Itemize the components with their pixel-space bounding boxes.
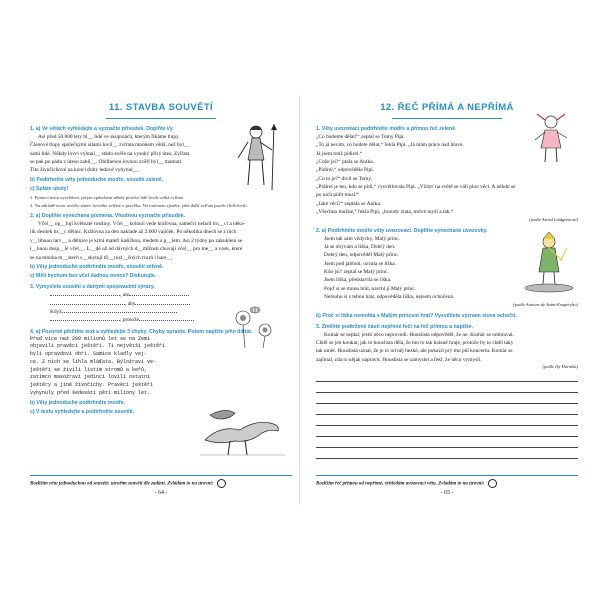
source-citation: (podle Antoine de Saint-Exupéryho) — [513, 301, 578, 307]
text-line: ještěry a jiné živočichy. Pravěcí ještěři — [30, 382, 154, 389]
task-3-heading: 3. Vymyslete souvětí s danými spojovacími výrazy. — [30, 284, 155, 291]
task-2-heading: 2. a) Podtrhněte modře věty uvozovací. Doplňte vynechané uvozovky. — [316, 227, 488, 234]
text-line: v__lihnou larv__ a dělnice je krmí mateří kašičkou, medem a p__lem. Asi 2 týdny po zakuklení se — [30, 237, 243, 244]
task-2-text — [316, 235, 506, 302]
source-citation: (podle Astrid Lindgrenové) — [529, 216, 578, 222]
page-left — [30, 95, 292, 500]
text-line: Chtěl se jen koukat, jak to houslista dělá, že mu to tak krásně hraje, protože by to chtěl taky — [316, 340, 514, 347]
page-title-left — [30, 101, 292, 119]
little-prince-illustration — [521, 230, 576, 295]
caveman-illustration — [230, 120, 285, 195]
text-line: „Pídirel je ten, kdo se pídí,“ vysvětlovala Pipi. „Vždyť na světě se válí plno věcí. A někdo se — [316, 184, 516, 191]
answer-line[interactable] — [316, 373, 578, 382]
task-1-heading: 1. Věty uvozovací podtrhněte modře a přímou řeč zeleně. — [316, 125, 457, 132]
connector-text: , protože — [120, 317, 139, 324]
text-line: ce. Z nich se líhla mláďata. Býložraví ve- — [30, 358, 157, 365]
task-3-heading: 3. Změňte podtržené části nepřímé řeči na řeč přímou a napište. — [316, 323, 474, 330]
task-4-heading: 4. a) Pozorně přečtěte text a vyhledejte 3 chyby. Chyby opravte. Potom napište jeho diktát. — [30, 328, 253, 335]
self-assessment-footer-right — [316, 475, 578, 488]
text-line: „Pídirel,“ odpověděla Pipi. — [316, 167, 375, 174]
task-2b: b) Proč si liška nemohla s Malým princem hrát? Vysvětlete význam slova ochočit. — [316, 312, 517, 319]
bee-flower-illustration — [225, 300, 285, 350]
task-1-note-2: 2. Na základě textu uveďte název lovného zvířete v pravěku. Na internetu zjistěte, jaká další zvířata pravěcí lidé lovili. — [30, 202, 248, 208]
text-line: tak umět. Houslista uznal, že je to od něj hezké, ale pokazil prý mu půl koncertu. Komár se — [316, 348, 513, 355]
text-line: Jsem liška, představila se liška. — [324, 277, 392, 284]
task-2c: c) Měli bychom bez včel žádnou ovoce? Diskutujte. — [30, 273, 157, 279]
task-1c: c) Spláte úkoly! — [30, 185, 69, 192]
text-line: „Cože jsi?“ ptala se Anika. — [316, 158, 374, 165]
connector-text: , ale — [120, 292, 129, 299]
text-line: lik desítek tis__c dělnic. Královna za den naklade až 2.000 vajíček. Po několika dnech se z nich — [30, 229, 237, 236]
page-number-right: - 65 - — [440, 490, 454, 496]
answer-line[interactable] — [316, 406, 578, 415]
text-line: Komár se zeptal, jestli něco neprovedl. Houslista odpověděl, že ne. Komár se omlouval. — [324, 331, 514, 338]
task-1-text-wide — [316, 183, 578, 217]
task-2b: b) Věty jednoduché podtrhněte modře, souvětí zeleně. — [30, 263, 164, 270]
text-line: ještěři se živili listím stromů a keřů, — [30, 366, 148, 373]
page-right — [316, 95, 578, 500]
answer-line[interactable] — [316, 450, 578, 459]
task-4-text — [30, 336, 190, 398]
answer-line[interactable] — [316, 395, 578, 404]
text-line: „To já nevím, co budete dělat,“ řekla Pipi. „Já mám práce nad hlavu. — [316, 142, 464, 149]
text-line: „Všechno možné,“ řekla Pipi, „hroudy zlata, mrtvé myši a tak.“ — [316, 209, 454, 216]
title-text: 11. STAVBA SOUVĚTÍ — [108, 102, 214, 113]
connector-text: , aby — [125, 300, 136, 307]
footer-text: Rozlišim řeč přímou od nepřímé, vyhledám uvozovací větu. Zvládám to na úrovni: — [316, 481, 485, 487]
title-rule — [106, 118, 216, 119]
smiley-face-icon — [217, 479, 226, 488]
text-line: Jsem pod jabloní, ozvala se liška. — [324, 260, 397, 267]
text-line: Já jsem totiž pídirel.“ — [316, 150, 363, 157]
task-1-note-1: 1. Pomocí textu vysvětlete, jakým způsobem někdy pravěcí lidé lovili velká zvířata. — [30, 194, 185, 200]
footer-text: Rozliším větu jednoduchou od souvětí; utvořím souvětí dle zadání. Zvládám to na úrovni: — [30, 481, 214, 487]
text-line: Pojď si se mnou hrát, navrhl jí Malý princ. — [324, 285, 417, 292]
text-line: zatímco masožraví jedinci lovili ostatní — [30, 374, 151, 381]
text-line: zajímal, zda to nějak napravit. Houslista se zamyslel a řekl, že něco vymyslí. — [316, 356, 482, 363]
task-4b: b) Věty jednoduché podtrhněte modře. — [30, 399, 126, 406]
text-line: „Jaké věci?“ zeptala se Anika. — [316, 200, 382, 207]
title-rule — [392, 118, 502, 119]
blank-line — [50, 291, 292, 299]
connector-text: Když — [50, 308, 62, 315]
text-line: objevili pravěcí ještěři. Ti největší ještěři — [30, 343, 166, 350]
text-line: se na mnoha m__stech s__skytují tři__rozl__čných tvarů i bare__. — [30, 254, 174, 261]
task-3-text — [316, 331, 578, 365]
task-2-heading: 2. a) Doplňte vynechaná písmena. Vhodnou vyznačte přísudek. — [30, 213, 186, 219]
text-line: sami lidé. Někdy lovci vyhnal__ stádo zvěře na vysoký přírý útes. Zvířata — [30, 150, 190, 157]
text-line: vyhynuly před šedesáti pěti miliony let. — [30, 389, 151, 396]
answer-line[interactable] — [316, 417, 578, 426]
task-1-heading: 1. a) Ve větách vyhledejte a vyznačte přísudek. Doplňte i/y. — [30, 125, 174, 132]
text-line: l__hnou dosp__lé včel__. L__dé už od dávných d__mlžosti chovají včel__ pro me__ a vosk, které — [30, 246, 243, 253]
answer-lines — [316, 373, 578, 459]
text-line: „Co to je?“ divil se Tomy. — [316, 175, 373, 182]
title-text: 12. ŘEČ PŘÍMÁ A NEPŘÍMÁ — [380, 102, 514, 113]
text-line: Jsem tak sám vždycky, Malý princ. — [324, 235, 400, 242]
page-number-left: - 64 - — [154, 490, 168, 496]
task-1-text — [316, 133, 516, 183]
text-line: Včel__ op__lují květnaté rostliny. Včel__ kolonii vede královna, samečci nebolí tru__ci a něko- — [38, 221, 246, 228]
text-line: se pak po pádu z útesu zabil__. Oblíbenou lovnou zvěří byl__ mamuti. — [30, 158, 183, 165]
answer-line[interactable] — [316, 384, 578, 393]
task-4c: c) V textu vyhledejte a podtrhněte souvětí. — [30, 408, 135, 415]
answer-line[interactable] — [316, 439, 578, 448]
answer-line[interactable] — [316, 428, 578, 437]
task-1b: b) Podtrhněte věty jednoduché modře, souvětí zeleně. — [30, 176, 164, 183]
text-line: Asi před 50.000 lety bl__ lidé ve skupinách, kterým říkáme tlupy. — [38, 133, 180, 140]
pippi-illustration — [531, 110, 571, 165]
text-line: Dobrý den, odpověděl Malý princ. — [324, 252, 399, 259]
text-line: Já se obývám a liška, Dobrý den. — [324, 243, 396, 250]
text-line: po nich pídit musí!“ — [316, 192, 360, 199]
text-line: Členové tlupy společnými silami lovil__ zvířata mnohem větší, než byl__ — [30, 142, 190, 149]
text-line: Tito živočichové na konci doby ledové vyhynul__. — [30, 167, 140, 174]
text-line: Před více než 200 milionů let se na Zemi — [30, 335, 151, 342]
page-divider — [299, 95, 300, 505]
task-2-text — [30, 220, 292, 262]
source-citation: (podle Ilji Hurníka) — [542, 364, 578, 370]
text-line: Nemohu si s tebou hrát, odpověděla liška, nejsem ochočená. — [324, 294, 455, 301]
smiley-face-icon — [488, 479, 497, 488]
text-line: Kdo jsi? zeptal se Malý princ. — [324, 269, 389, 276]
text-line: byli opravdoví obři. Samice kladly vej- — [30, 351, 148, 358]
self-assessment-footer-left — [30, 475, 292, 488]
dinosaur-illustration — [200, 395, 285, 460]
task-1-text — [30, 133, 220, 175]
text-line: „Co budeme dělat?“ zeptal se Tomy Pipi. — [316, 133, 405, 140]
